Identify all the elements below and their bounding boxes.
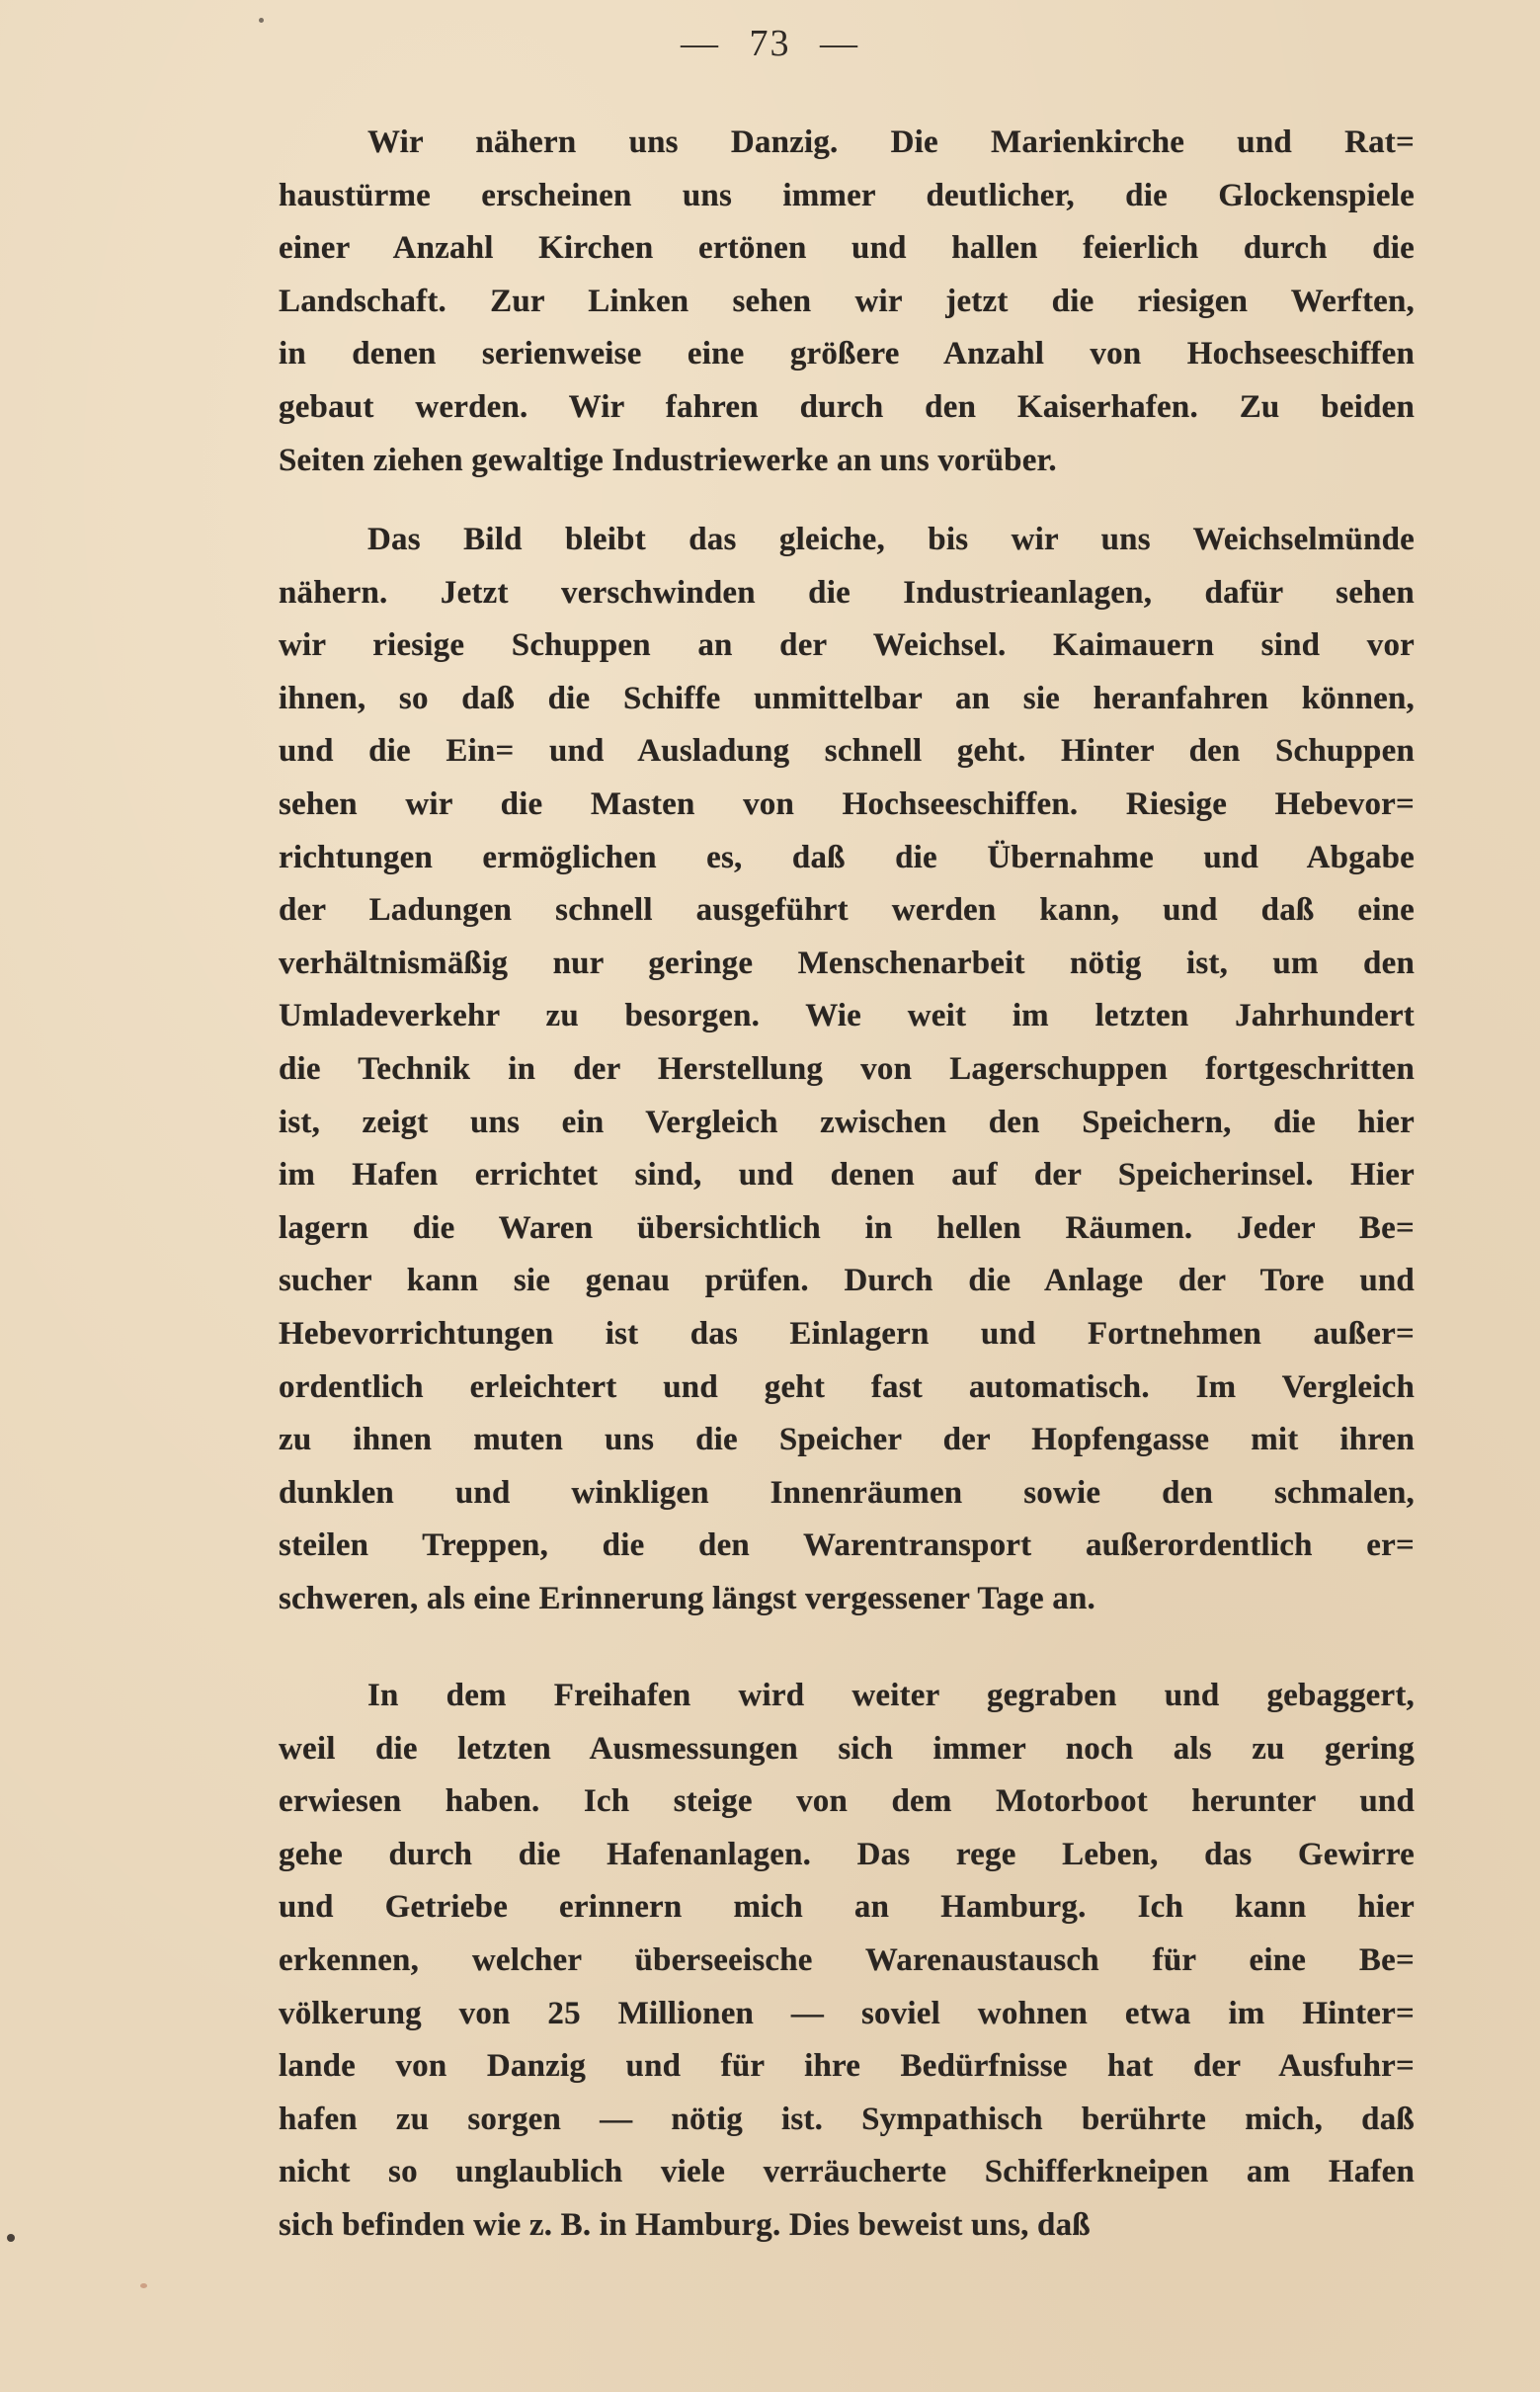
text-line-content: ihnen, so daß die Schiffe unmittelbar an sie heranfahren können,	[279, 680, 1415, 716]
text-line-content: einer Anzahl Kirchen ertönen und hallen feierlich durch die	[279, 230, 1415, 267]
paper-stain	[140, 2283, 147, 2288]
text-line-content: erkennen, welcher überseeische Warenaustausch für eine Be=	[279, 1941, 1415, 1978]
text-line-content: In dem Freihafen wird weiter gegraben und gebaggert,	[367, 1678, 1415, 1713]
paragraph-3	[279, 1670, 1415, 2253]
text-line-content: im Hafen errichtet sind, und denen auf der Speicherinsel. Hier	[279, 1157, 1415, 1194]
text-line	[279, 1467, 1415, 1521]
text-line	[279, 1255, 1415, 1308]
text-line-content: Umladeverkehr zu besorgen. Wie weit im letzten Jahrhundert	[279, 998, 1415, 1034]
text-line	[279, 884, 1415, 938]
page-number	[0, 22, 1540, 65]
text-line-content: nähern. Jetzt verschwinden die Industrieanlagen, dafür sehen	[279, 574, 1415, 611]
text-line	[279, 832, 1415, 885]
text-line-content: lagern die Waren übersichtlich in hellen Räumen. Jeder Be=	[279, 1209, 1415, 1246]
text-line	[279, 1043, 1415, 1097]
text-line	[279, 1573, 1415, 1626]
text-line	[279, 1520, 1415, 1573]
text-line	[279, 170, 1415, 223]
text-line	[279, 673, 1415, 726]
text-line	[279, 990, 1415, 1043]
text-line-content: nicht so unglaublich viele verräucherte Schifferkneipen am Hafen	[279, 2154, 1415, 2190]
text-line-content: in denen serienweise eine größere Anzahl von Hochseeschiffen	[279, 336, 1415, 372]
text-line	[279, 779, 1415, 832]
text-line	[279, 328, 1415, 381]
text-line-content: Hebevorrichtungen ist das Einlagern und Fortnehmen außer=	[279, 1315, 1415, 1352]
text-line	[279, 1202, 1415, 1256]
text-line	[279, 222, 1415, 276]
text-line-content: Seiten ziehen gewaltige Industriewerke an uns vorüber.	[279, 442, 1057, 478]
text-line-content: richtungen ermöglichen es, daß die Übernahme und Abgabe	[279, 839, 1415, 875]
text-line	[279, 2146, 1415, 2199]
text-line-content: der Ladungen schnell ausgeführt werden kann, und daß eine	[279, 892, 1415, 929]
text-line-content: ist, zeigt uns ein Vergleich zwischen den Speichern, die hier	[279, 1104, 1415, 1140]
text-line	[279, 2040, 1415, 2094]
text-line-content: weil die letzten Ausmessungen sich immer noch als zu gering	[279, 1730, 1415, 1767]
page-number-value: 73	[749, 23, 791, 64]
text-line-content: lande von Danzig und für ihre Bedürfnisse hat der Ausfuhr=	[279, 2048, 1415, 2085]
text-line-content: und Getriebe erinnern mich an Hamburg. Ich kann hier	[279, 1889, 1415, 1926]
text-line	[279, 1149, 1415, 1202]
text-line-content: verhältnismäßig nur geringe Menschenarbeit nötig ist, um den	[279, 945, 1415, 981]
text-line	[279, 2199, 1415, 2253]
text-line	[279, 381, 1415, 435]
text-line	[279, 1670, 1415, 1723]
text-line	[279, 276, 1415, 329]
ink-speck	[7, 2234, 15, 2242]
text-line	[279, 1414, 1415, 1467]
text-line	[279, 1775, 1415, 1829]
text-line-content: Das Bild bleibt das gleiche, bis wir uns Weichselmünde	[367, 522, 1415, 557]
text-line	[279, 1097, 1415, 1150]
text-line	[279, 2094, 1415, 2147]
text-line	[279, 1829, 1415, 1882]
text-line	[279, 619, 1415, 673]
text-line-content: haustürme erscheinen uns immer deutlicher, die Glockenspiele	[279, 177, 1415, 213]
paragraph-2	[279, 514, 1415, 1625]
text-line-content: und die Ein= und Ausladung schnell geht. Hinter den Schuppen	[279, 733, 1415, 770]
text-line	[279, 1935, 1415, 1988]
text-line-content: sich befinden wie z. B. in Hamburg. Dies beweist uns, daß	[279, 2206, 1091, 2243]
text-line-content: hafen zu sorgen — nötig ist. Sympathisch berührte mich, daß	[279, 2101, 1415, 2137]
text-line-content: steilen Treppen, die den Warentransport außerordentlich er=	[279, 1527, 1415, 1564]
text-line	[279, 1881, 1415, 1935]
text-line-content: wir riesige Schuppen an der Weichsel. Kaimauern sind vor	[279, 627, 1415, 664]
text-line-content: Landschaft. Zur Linken sehen wir jetzt die riesigen Werften,	[279, 283, 1415, 319]
text-line-content: Wir nähern uns Danzig. Die Marienkirche und Rat=	[367, 124, 1415, 160]
text-line	[279, 435, 1415, 488]
paragraph-1	[279, 117, 1415, 487]
text-line	[279, 725, 1415, 779]
text-line-content: zu ihnen muten uns die Speicher der Hopfengasse mit ihren	[279, 1422, 1415, 1458]
text-line	[279, 1723, 1415, 1776]
text-line-content: völkerung von 25 Millionen — soviel wohnen etwa im Hinter=	[279, 1995, 1415, 2031]
text-line	[279, 1361, 1415, 1415]
text-line-content: gehe durch die Hafenanlagen. Das rege Leben, das Gewirre	[279, 1836, 1415, 1872]
text-line-content: ordentlich erleichtert und geht fast automatisch. Im Vergleich	[279, 1368, 1415, 1405]
page-number-dash-left: —	[681, 23, 720, 64]
text-line-content: sehen wir die Masten von Hochseeschiffen. Riesige Hebevor=	[279, 785, 1415, 822]
page-number-dash-right: —	[820, 23, 859, 64]
text-line	[279, 938, 1415, 991]
text-line	[279, 1308, 1415, 1361]
text-line	[279, 514, 1415, 567]
text-line-content: schweren, als eine Erinnerung längst vergessener Tage an.	[279, 1580, 1095, 1616]
text-line-content: sucher kann sie genau prüfen. Durch die Anlage der Tore und	[279, 1263, 1415, 1299]
text-line	[279, 567, 1415, 620]
text-line	[279, 1988, 1415, 2041]
text-line-content: dunklen und winkligen Innenräumen sowie den schmalen,	[279, 1474, 1415, 1511]
text-line	[279, 117, 1415, 170]
text-line-content: erwiesen haben. Ich steige von dem Motorboot herunter und	[279, 1783, 1415, 1820]
text-line-content: die Technik in der Herstellung von Lagerschuppen fortgeschritten	[279, 1050, 1415, 1087]
text-line-content: gebaut werden. Wir fahren durch den Kaiserhafen. Zu beiden	[279, 388, 1415, 425]
